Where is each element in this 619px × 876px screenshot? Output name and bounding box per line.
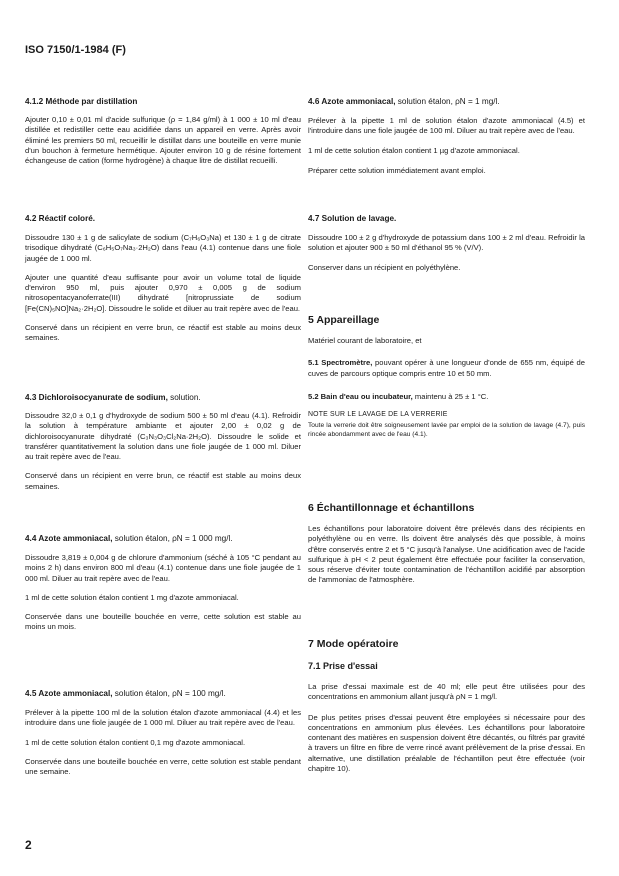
title-light: solution étalon, ρN = 1 mg/l. [397,97,500,106]
note-text: Toute la verrerie doit être soigneusement lavée par emploi de la solution de lavage (4.7), puis rincée abondamment avec de l'eau (4.1). [308,422,585,439]
section-title [25,533,301,544]
paragraph: Conservé dans un récipient en verre brun, ce réactif est stable au moins deux semaines. [25,323,301,343]
title-light: solution étalon, ρN = 1 000 mg/l. [114,534,233,543]
paragraph: Prélever à la pipette 1 ml de solution étalon d'azote ammoniacal (4.5) et l'introduire dans une fiole jaugée de 100 ml. Diluer au trait repère avec de l'eau. [308,116,585,136]
paragraph: Les échantillons pour laboratoire doivent être prélevés dans des récipients en polyéthylène ou en verre. Ils doivent être analysés dès que possible, à moins d'être conservés entre 2 et 5 °C jusqu'à l'analyse. Une acidification avec de l'acide sulfurique à pH < 2 peut également être effectuée pour faciliter la conservation, sous réserve d'éviter toute contamination de l'échantillon acidifié par absorption de l'ammoniac de l'atmosphère. [308,524,585,585]
section-6 [308,502,585,586]
paragraph: 1 ml de cette solution étalon contient 1 mg d'azote ammoniacal. [25,592,239,602]
paragraph: Dissoudre 100 ± 2 g d'hydroxyde de potassium dans 100 ± 2 ml d'eau. Refroidir la solution et ajouter 900 ± 50 ml d'éthanol 95 % (V/V). [308,233,585,253]
paragraph: De plus petites prises d'essai peuvent être employées si nécessaire pour des concentrations en ammonium plus élevées. Les échantillons pour laboratoire contenant des matières en suspension doivent être décantés, ou filtrés par gravité à travers un filtre en fibre de verre rincé avant prélèvement de la prise d'essai. En alternative, une distillation préalable de l'échantillon peut être effectuée (voir chapitre 10). [308,712,585,774]
title-light: solution. [170,393,201,402]
paragraph: Dissoudre 130 ± 1 g de salicylate de sodium (C₇H₆O₃Na) et 130 ± 1 g de citrate trisodique dihydraté (C₆H₅O₇Na₃·2H₂O) dans l'eau (4.1) contenue dans une fiole jaugée de 1 000 ml. [25,233,301,263]
section-4-6 [308,96,585,176]
paragraph: Matériel courant de laboratoire, et [308,336,422,345]
subsection-title: 5.1 Spectromètre, [308,358,373,368]
section-title: 4.2 Réactif coloré. [25,214,96,223]
section-heading: 7 Mode opératoire [308,638,399,650]
section-title [308,96,585,107]
subsection-5-1 [308,358,585,379]
section-7 [308,638,585,774]
paragraph: Ajouter une quantité d'eau suffisante pour avoir un volume total de liquide d'environ 950 ml, puis ajouter 0,970 ± 0,005 g de sodium nitrosopentacyanoferrate(III) dihydraté [nitroprussiate de sodium [Fe(CN)₅NO]Na₂·2H₂O]. Dissoudre le solide et diluer au trait repère avec de l'eau. [25,272,301,313]
section-4-4 [25,533,301,633]
paragraph: Ajouter 0,10 ± 0,01 ml d'acide sulfurique (ρ = 1,84 g/ml) à 1 000 ± 10 ml d'eau distillée et redistiller cette eau acidifiée dans un appareil en verre. Après avoir éliminé les premiers 50 ml, recueillir le distillat dans une bouteille en verre munie d'un bouchon à fermeture hermétique. Ajouter environ 10 g de résine fortement échangeuse de cation (forme hydrogène) à chaque litre de distillat recueilli. [25,115,301,166]
paragraph: La prise d'essai maximale est de 40 ml; elle peut être utilisées pour des concentrations en ammonium allant jusqu'à ρN = 1 mg/l. [308,682,585,702]
section-4-2 [25,213,301,344]
note-title: NOTE SUR LE LAVAGE DE LA VERRERIE [308,411,448,419]
paragraph: Conserver dans un récipient en polyéthylène. [308,262,461,272]
paragraph: Dissoudre 3,819 ± 0,004 g de chlorure d'ammonium (séché à 105 °C pendant au moins 2 h) dans environ 800 ml d'eau (4.1) contenue dans une fiole jaugée de 1 000 ml. Diluer au trait repère avec de l'eau. [25,553,301,583]
title-bold: 4.5 Azote ammoniacal, [25,689,113,698]
section-4-3 [25,392,301,492]
section-5 [308,314,585,439]
title-bold: 4.6 Azote ammoniacal, [308,97,396,106]
section-title: 4.7 Solution de lavage. [308,214,397,223]
paragraph: 1 ml de cette solution étalon contient 1 µg d'azote ammoniacal. [308,145,520,155]
paragraph: Prélever à la pipette 100 ml de la solution étalon d'azote ammoniacal (4.4) et les introduire dans une fiole jaugée de 1 000 ml. Diluer au trait repère avec de l'eau. [25,708,301,728]
paragraph: Conservé dans un récipient en verre brun, ce réactif est stable au moins deux semaines. [25,471,301,491]
subsection-5-2 [308,392,585,402]
section-4-7 [308,213,585,273]
section-title [25,688,301,699]
subsection-title: 5.2 Bain d'eau ou incubateur, [308,391,413,401]
section-4-1-2 [25,96,301,166]
paragraph: Conservée dans une bouteille bouchée en verre, cette solution est stable pendant une semaine. [25,756,301,777]
title-light: solution étalon, ρN = 100 mg/l. [114,689,226,698]
section-title: 4.1.2 Méthode par distillation [25,97,138,106]
section-heading: 6 Échantillonnage et échantillons [308,502,475,514]
paragraph: 1 ml de cette solution étalon contient 0,1 mg d'azote ammoniacal. [25,737,246,747]
page-number: 2 [25,838,32,852]
title-bold: 4.4 Azote ammoniacal, [25,534,113,543]
section-heading: 5 Appareillage [308,314,380,326]
subsection-title: 7.1 Prise d'essai [308,661,378,671]
section-4-5 [25,688,301,777]
document-code: ISO 7150/1-1984 (F) [25,44,126,56]
title-bold: 4.3 Dichloroisocyanurate de sodium, [25,393,168,402]
paragraph: Conservée dans une bouteille bouchée en verre, cette solution est stable au moins un mois. [25,612,301,632]
subsection-text: pouvant opérer à une longueur d'onde de 655 nm, équipé de cuves de parcours optique compris entre 10 et 50 mm. [308,358,585,378]
section-title [25,392,301,403]
paragraph: Dissoudre 32,0 ± 0,1 g d'hydroxyde de sodium 500 ± 50 ml d'eau (4.1). Refroidir la solution à température ambiante et ajouter 2,00 ± 0,02 g de dichloroisocyanurate dihydraté (C₃N₃O₃Cl₂Na·2H₂O). Dissoudre le solide et transférer quantitativement la solution dans une fiole jaugée de 1 000 ml. Diluer au trait repère avec de l'eau. [25,411,301,462]
paragraph: Préparer cette solution immédiatement avant emploi. [308,165,486,175]
subsection-text: maintenu à 25 ± 1 °C. [414,391,489,401]
